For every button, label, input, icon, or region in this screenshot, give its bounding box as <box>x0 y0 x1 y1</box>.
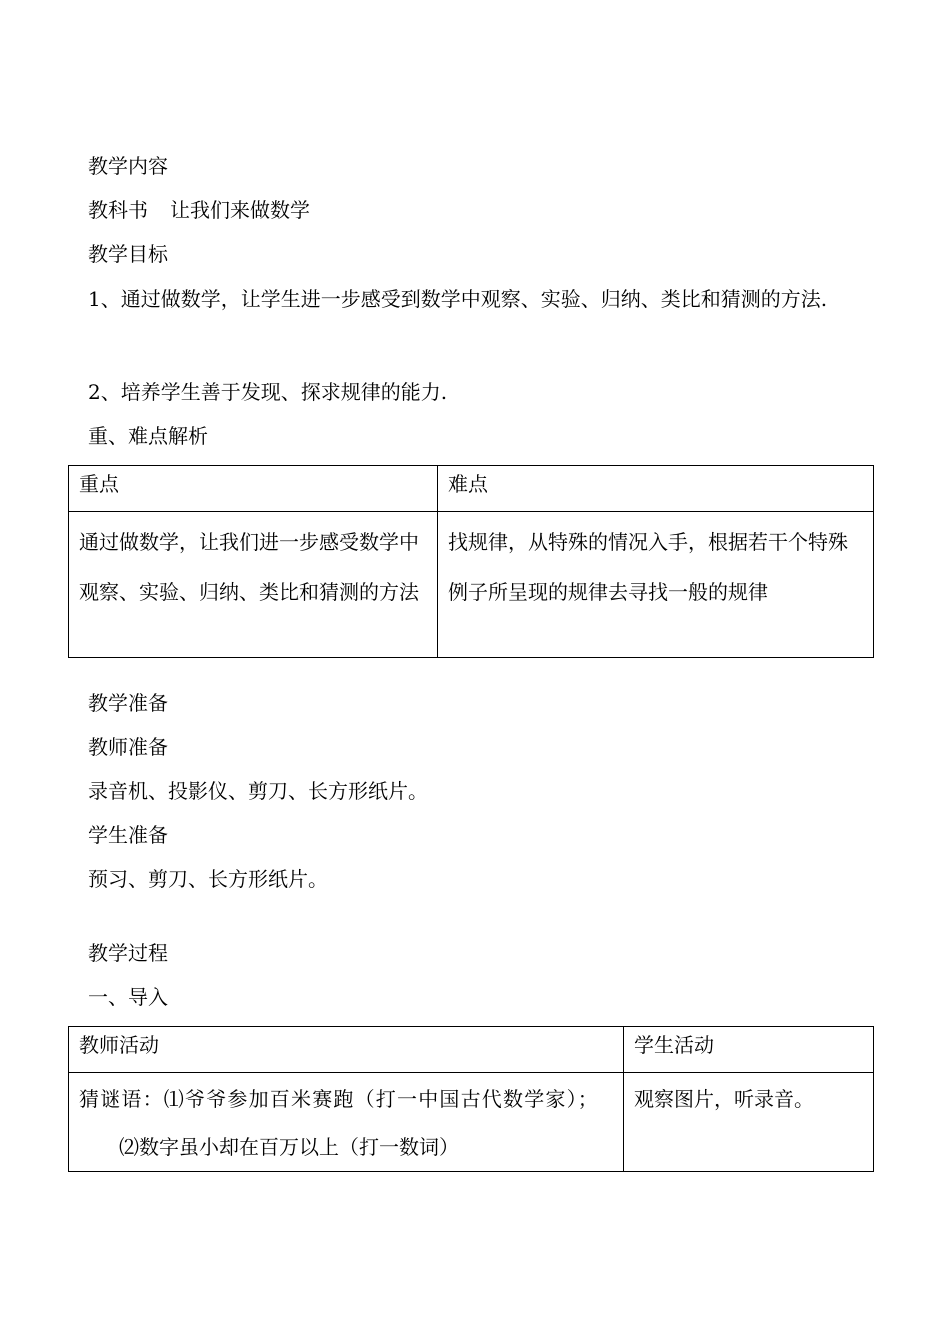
student-prep-items: 预习、剪刀、长方形纸片。 <box>88 867 328 891</box>
process-title: 教学过程 <box>88 941 168 965</box>
teacher-prep-items: 录音机、投影仪、剪刀、长方形纸片。 <box>88 779 428 803</box>
activity-table <box>68 1026 874 1172</box>
key-points-table <box>68 465 874 658</box>
textbook-line <box>88 198 310 222</box>
objective-1: 1、通过做数学，让学生进一步感受到数学中观察、实验、归纳、类比和猜测的方法. <box>88 287 828 311</box>
activity-header-student: 学生活动 <box>624 1027 874 1073</box>
key-table-header-difficulty: 难点 <box>438 466 874 512</box>
objectives-title: 教学目标 <box>88 242 168 266</box>
key-table-row <box>69 512 874 658</box>
key-points-title: 重、难点解析 <box>88 424 208 448</box>
teacher-activity <box>69 1073 624 1172</box>
textbook-title: 让我们来做数学 <box>170 198 310 222</box>
objective-2: 2、培养学生善于发现、探求规律的能力. <box>88 380 448 404</box>
teacher-prep-title: 教师准备 <box>88 735 168 759</box>
teacher-riddle-1: 猜谜语：⑴爷爷参加百米赛跑（打一中国古代数学家）； <box>79 1087 599 1111</box>
activity-table-header-row <box>69 1027 874 1073</box>
activity-table-row <box>69 1073 874 1172</box>
prep-title: 教学准备 <box>88 691 168 715</box>
content-title: 教学内容 <box>88 154 168 178</box>
difficulty-text: 找规律，从特殊的情况入手，根据若干个特殊例子所呈现的规律去寻找一般的规律 <box>438 512 874 658</box>
textbook-label: 教科书 <box>88 198 148 222</box>
section-intro-title: 一、导入 <box>88 985 168 1009</box>
student-prep-title: 学生准备 <box>88 823 168 847</box>
key-table-header-key: 重点 <box>69 466 438 512</box>
teacher-riddle-2: ⑵数字虽小却在百万以上（打一数词） <box>119 1135 459 1159</box>
key-point-text: 通过做数学，让我们进一步感受数学中观察、实验、归纳、类比和猜测的方法 <box>69 512 438 658</box>
student-activity: 观察图片，听录音。 <box>624 1073 874 1172</box>
activity-header-teacher: 教师活动 <box>69 1027 624 1073</box>
key-table-header-row <box>69 466 874 512</box>
